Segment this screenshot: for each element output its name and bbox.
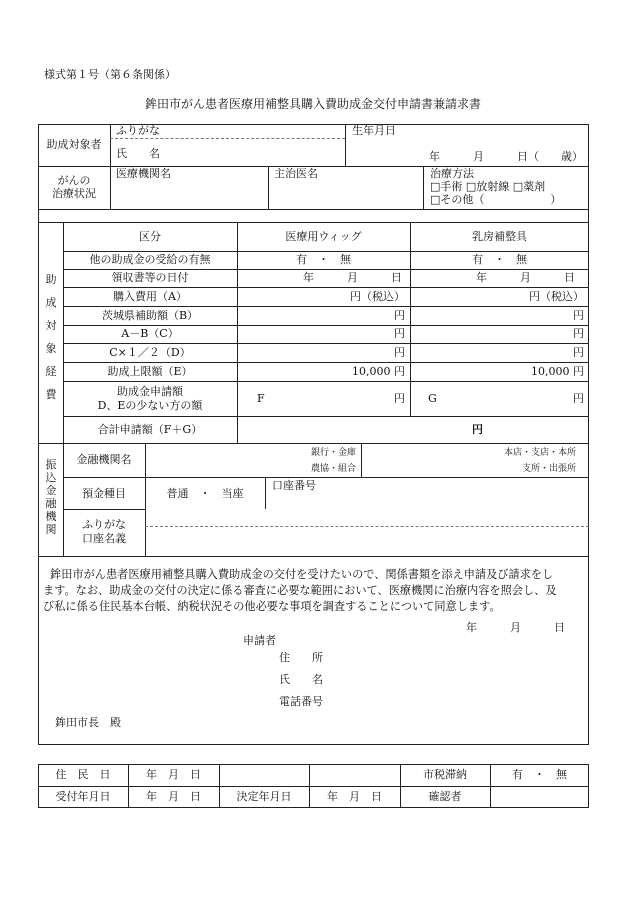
- office-decision-date-label: 決定年月日: [236, 790, 292, 803]
- expense-row-wig: 有 ・ 無: [296, 253, 351, 266]
- office-received-date-value: 年 月 日: [146, 790, 201, 803]
- doctor-label: 主治医名: [274, 167, 318, 180]
- expense-header-breast: 乳房補整具: [472, 230, 527, 243]
- subject-label: 助成対象者: [46, 138, 102, 151]
- declaration-line-3: び私に係る住民基本台帳、納税状況その他必要な事項を調査することについて同意します。: [43, 600, 501, 613]
- expense-row-label: C×１／２（D）: [109, 346, 191, 359]
- birthdate-value: 年 月 日（ 歳）: [429, 150, 583, 163]
- expense-row-breast: 円: [573, 346, 584, 359]
- expense-row-wig: 円: [394, 309, 405, 322]
- total-unit: 円: [472, 423, 483, 436]
- office-decision-date-value: 年 月 日: [327, 790, 382, 803]
- expense-row-label: 茨城県補助額（B）: [101, 309, 199, 322]
- expense-header-wig: 医療用ウィッグ: [285, 230, 362, 243]
- expense-row-wig: 円: [394, 327, 405, 340]
- expense-row-label: 領収書等の日付: [111, 271, 189, 284]
- treatment-method-other: □その他（ ）: [430, 193, 562, 206]
- office-confirmer-label: 確認者: [428, 790, 462, 803]
- applicant-label: 申請者: [243, 634, 276, 647]
- birthdate-label: 生年月日: [352, 124, 396, 137]
- bank-type-2: 農協・組合: [310, 464, 356, 474]
- expense-row-breast: 年 月 日: [476, 271, 575, 284]
- name-label: 氏 名: [116, 147, 160, 160]
- request-f-unit: 円: [394, 392, 405, 405]
- bank-type-1: 銀行・金庫: [310, 448, 356, 458]
- account-holder-label: 口座名義: [82, 532, 126, 545]
- form-title: 鉾田市がん患者医療用補整具購入費助成金交付申請書兼請求書: [144, 97, 481, 111]
- declaration-date: 年 月 日: [466, 621, 565, 634]
- expense-row-label: 他の助成金の受給の有無: [89, 253, 211, 266]
- expense-row-breast: 円: [573, 309, 584, 322]
- account-number-label: 口座番号: [272, 479, 316, 492]
- institution-label: 医療機関名: [116, 167, 171, 180]
- treatment-label-1: がんの: [57, 174, 91, 187]
- furigana-label: ふりがな: [116, 124, 160, 137]
- office-tax-arrears-value: 有 ・ 無: [512, 768, 567, 781]
- expense-row-wig: 年 月 日: [303, 271, 402, 284]
- branch-type-1: 本店・支店・本所: [503, 448, 576, 458]
- expense-row-breast: 円: [573, 327, 584, 340]
- applicant-name-label: 氏 名: [279, 673, 323, 686]
- bank-name-label: 金融機関名: [76, 453, 132, 466]
- treatment-label-2: 治療状況: [52, 187, 96, 200]
- expense-row-label: A－B（C）: [121, 327, 179, 340]
- bank-side-label: [44, 458, 58, 536]
- declaration-line-2: ます。なお、助成金の交付の決定に係る審査に必要な範囲において、医療機関に治療内容を照会し、及: [43, 584, 557, 597]
- expense-row-wig: 10,000 円: [352, 365, 405, 378]
- applicant-address-label: 住 所: [279, 651, 323, 664]
- addressee: 鉾田市長 殿: [55, 716, 121, 729]
- treatment-method-label: 治療方法: [430, 167, 474, 180]
- deposit-type-label: 預金種目: [82, 487, 126, 500]
- expenses-side-label-text: 助成対象経費: [45, 273, 57, 401]
- expense-row-breast: 有 ・ 無: [472, 253, 527, 266]
- declaration-line-1: 鉾田市がん患者医療用補整具購入費助成金の交付を受けたいので、関係書類を添え申請及び請求をし: [50, 568, 554, 581]
- expense-row-wig: 円（税込）: [350, 290, 405, 303]
- expense-row-breast: 10,000 円: [531, 365, 584, 378]
- expense-row-wig: 円: [394, 346, 405, 359]
- request-f-label: F: [257, 392, 265, 405]
- expense-row-label: 助成上限額（E）: [107, 365, 193, 378]
- total-label: 合計申請額（F＋G）: [97, 423, 203, 436]
- office-resident-date-value: 年 月 日: [146, 768, 201, 781]
- account-holder-furigana-label: ふりがな: [82, 518, 126, 531]
- office-received-date-label: 受付年月日: [55, 790, 111, 803]
- deposit-type-options: 普通 ・ 当座: [166, 487, 244, 500]
- expense-row-breast: 円（税込）: [529, 290, 584, 303]
- request-g-label: G: [428, 392, 437, 405]
- bank-side-label-text: 振込金融機関: [45, 458, 57, 536]
- request-label-1: 助成金申請額: [117, 385, 183, 398]
- request-label-2: D、Eの少ない方の額: [97, 399, 203, 412]
- applicant-phone-label: 電話番号: [279, 695, 323, 708]
- branch-type-2: 支所・出張所: [521, 464, 576, 474]
- expenses-side-label: [44, 268, 58, 406]
- expense-header-category: 区分: [139, 230, 161, 243]
- expense-row-label: 購入費用（A）: [113, 290, 187, 303]
- form-number: 様式第１号（第６条関係）: [44, 68, 176, 81]
- treatment-method-options: □手術 □放射線 □薬剤: [430, 180, 546, 193]
- request-g-unit: 円: [573, 392, 584, 405]
- office-resident-date-label: 住 民 日: [55, 768, 111, 781]
- office-tax-arrears-label: 市税滞納: [423, 768, 467, 781]
